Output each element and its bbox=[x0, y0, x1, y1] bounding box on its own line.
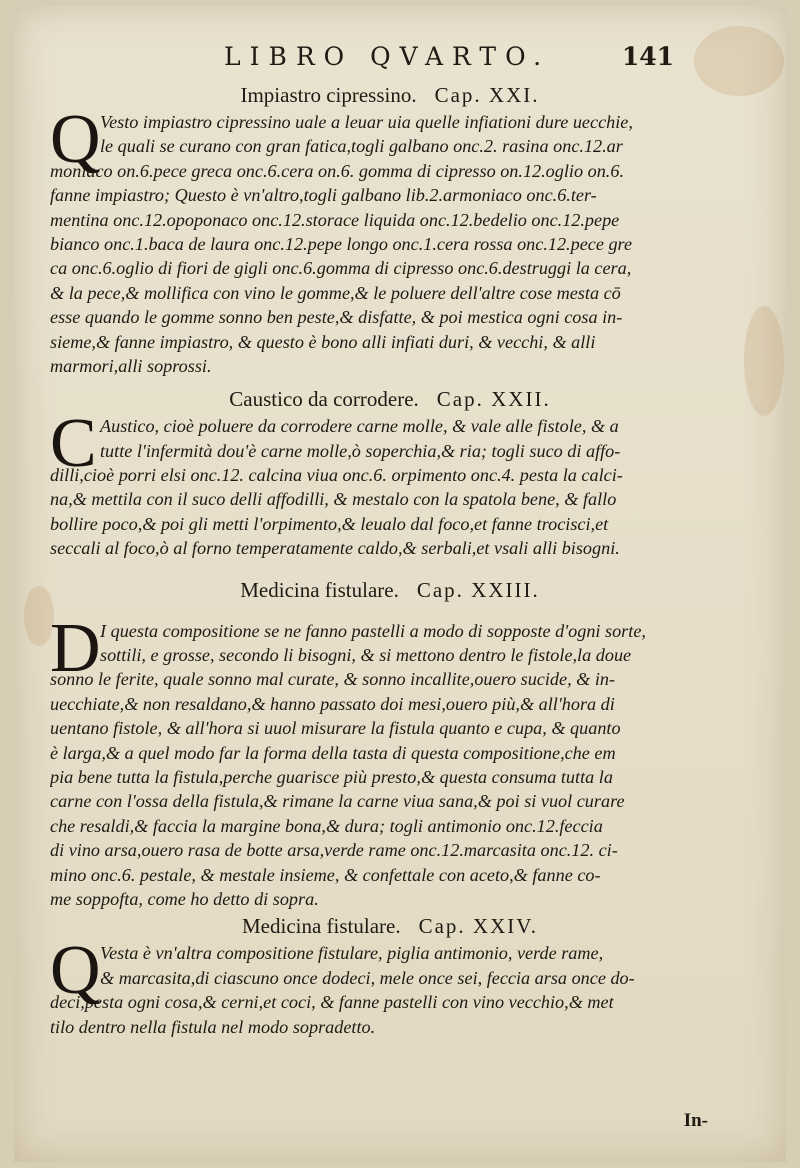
chapter-title: Medicina fistulare. bbox=[240, 577, 399, 602]
text-line: ca onc.6.oglio di fiori de gigli onc.6.gomma di cipresso onc.6.destruggi la cera, bbox=[50, 258, 632, 279]
text-line: marmori,alli soprossi. bbox=[50, 355, 212, 376]
text-line: deci,pesta ogni cosa,& cerni,et coci, & fanne pastelli con vino vecchio,& met bbox=[50, 992, 614, 1013]
text-line: seccali al foco,ò al forno temperatamente caldo,& serbali,et vsali alli bisogni. bbox=[50, 538, 620, 559]
text-line: che resaldi,& faccia la margine bona,& dura; togli antimonio onc.12.feccia bbox=[50, 815, 603, 836]
chapter-heading bbox=[50, 384, 730, 414]
text-line: le quali se curano con gran fatica,togli galbano onc.2. rasina onc.12.ar bbox=[100, 136, 623, 157]
text-line: esse quando le gomme sonno ben peste,& disfatte, & poi mestica ogni cosa in- bbox=[50, 307, 623, 328]
text-line: bollire poco,& poi gli metti l'orpimento,& leualo dal foco,et fanne trocisci,et bbox=[50, 513, 609, 534]
text-line: na,& mettila con il suco delli affodilli, & mestalo con la spatola bene, & fallo bbox=[50, 489, 617, 510]
text-line: & marcasita,di ciascuno once dodeci, mele once sei, feccia arsa once do- bbox=[100, 967, 635, 988]
text-line: mentina onc.12.opoponaco onc.12.storace liquida onc.12.bedelio onc.12.pepe bbox=[50, 209, 620, 230]
text-line: sonno le ferite, quale sonno mal curate, & sonno incallite,ouero sucide, & in- bbox=[50, 669, 616, 690]
text-line: è larga,& a quel modo far la forma della tasta di questa compositione,che em bbox=[50, 742, 616, 763]
folio-number: 141 bbox=[621, 42, 674, 71]
drop-cap: Q bbox=[50, 101, 101, 178]
drop-cap: C bbox=[50, 405, 97, 483]
drop-cap: Q bbox=[50, 932, 101, 1010]
drop-cap: D bbox=[50, 609, 101, 687]
chapter-heading bbox=[50, 575, 730, 605]
text-line: moniaco on.6.pece greca onc.6.cera on.6. gomma di cipresso on.12.oglio on.6. bbox=[50, 160, 624, 181]
chapter-title: Impiastro cipressino. bbox=[240, 83, 417, 107]
page-header bbox=[14, 40, 786, 80]
text-line: & la pece,& mollifica con vino le gomme,& le poluere dell'altre cose mesta cō bbox=[50, 282, 621, 303]
text-line: carne con l'ossa della fistula,& rimane la carne viua sana,& poi si vuol curare bbox=[50, 791, 625, 812]
chapter-body bbox=[50, 101, 730, 378]
text-line: bianco onc.1.baca de laura onc.12.pepe longo onc.1.cera rossa onc.12.pece gre bbox=[50, 233, 633, 254]
chapter-body bbox=[50, 932, 730, 1039]
text-line: Vesta è vn'altra compositione fistulare, piglia antimonio, verde rame, bbox=[100, 943, 604, 964]
text-line: dilli,cioè porri elsi onc.12. calcina viua onc.6. orpimento onc.4. pesta la calci- bbox=[50, 465, 623, 486]
text-line: sieme,& fanne impiastro, & questo è bono alli infiati duri, & vecchi, & alli bbox=[50, 331, 596, 352]
chapter-title: Medicina fistulare. bbox=[242, 914, 401, 939]
text-line: uecchiate,& non resaldano,& hanno passato doi mesi,ouero più,& all'hora di bbox=[50, 693, 615, 714]
text-line: di vino arsa,ouero rasa de botte arsa,verde rame onc.12.marcasita onc.12. ci- bbox=[50, 840, 618, 861]
chapter-body bbox=[50, 609, 730, 912]
text-line: fanne impiastro; Questo è vn'altro,togli galbano lib.2.armoniaco onc.6.ter- bbox=[50, 185, 597, 206]
text-line: I questa compositione se ne fanno pastelli a modo di sopposte d'ogni sorte, bbox=[100, 620, 646, 641]
chapter-number: Cap. XXIV. bbox=[418, 914, 538, 939]
text-line: tutte l'infermità dou'è carne molle,ò soperchia,& ria; togli suco di affo- bbox=[100, 440, 621, 461]
text-line: Vesto impiastro cipressino uale a leuar uia quelle infiationi dure uecchie, bbox=[100, 112, 633, 132]
chapter-title: Caustico da corrodere. bbox=[229, 387, 419, 412]
text-line: pia bene tutta la fistula,perche guarisce più presto,& questa consuma tutta la bbox=[50, 766, 613, 787]
text-line: uentano fistole, & all'hora si uuol misurare la fistula quanto e cupa, & quanto bbox=[50, 718, 621, 739]
chapter-body bbox=[50, 405, 730, 560]
running-head: LIBRO QVARTO. bbox=[224, 42, 551, 71]
chapter-number: Cap. XXII. bbox=[436, 387, 551, 412]
text-line: tilo dentro nella fistula nel modo sopradetto. bbox=[50, 1016, 376, 1037]
chapter-heading bbox=[50, 911, 730, 941]
catchword: In- bbox=[683, 1110, 708, 1131]
text-line: me soppofta, come ho detto di sopra. bbox=[50, 888, 319, 909]
text-line: Austico, cioè poluere da corrodere carne molle, & vale alle fistole, & a bbox=[100, 416, 619, 437]
chapter-number: Cap. XXIII. bbox=[416, 577, 540, 602]
text-line: sottili, e grosse, secondo li bisogni, & si mettono dentro le fistole,la doue bbox=[100, 645, 632, 666]
chapter-heading bbox=[50, 80, 730, 110]
text-block bbox=[50, 80, 730, 1039]
book-page bbox=[14, 6, 786, 1162]
foxing-stain bbox=[744, 306, 784, 416]
chapter-number: Cap. XXI. bbox=[434, 83, 540, 107]
text-line: mino onc.6. pestale, & mestale insieme, & confettale con aceto,& fanne co- bbox=[50, 864, 601, 885]
